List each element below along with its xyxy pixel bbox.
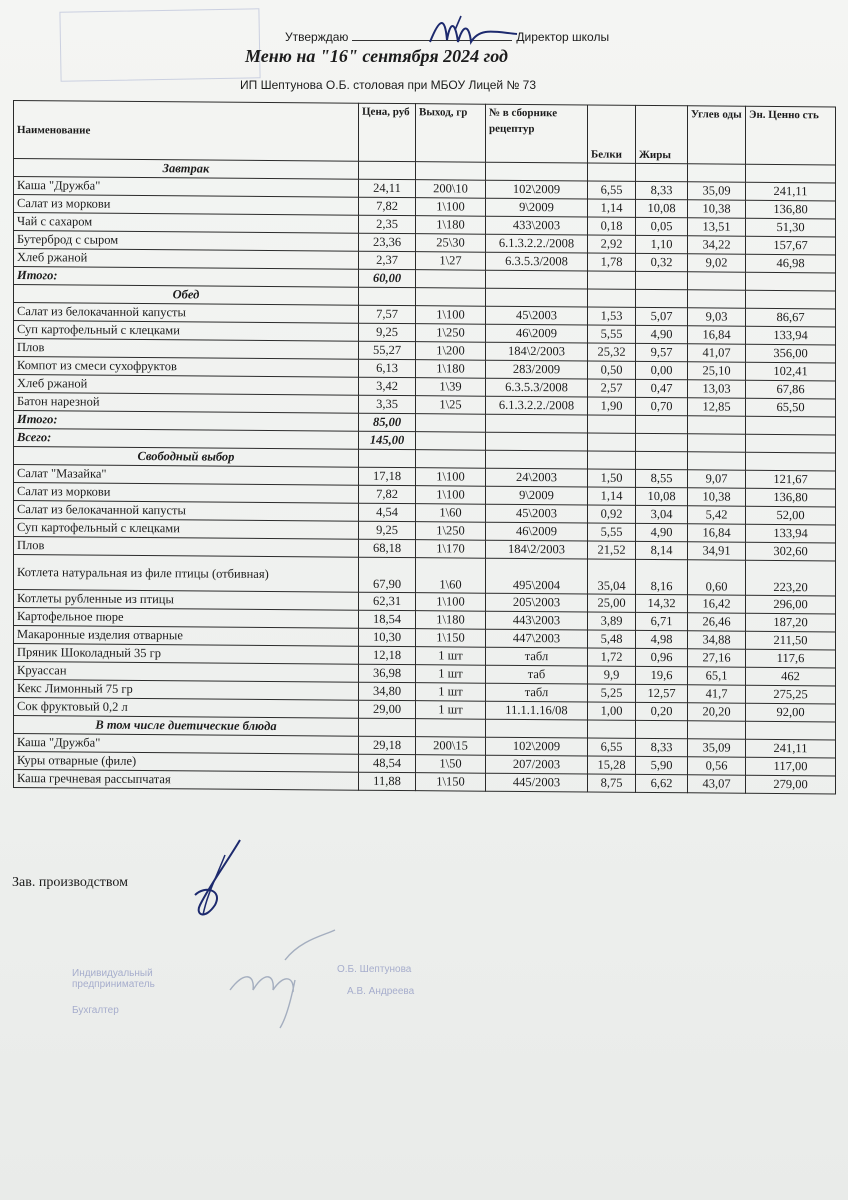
cell-name: Пряник Шоколадный 35 гр: [14, 644, 359, 665]
cell-output: 1\200: [416, 342, 486, 361]
cell-output: 1 шт: [416, 701, 486, 720]
empty-cell: [688, 290, 746, 308]
cell-price: 9,25: [359, 323, 416, 341]
cell-price: 29,18: [359, 736, 416, 754]
cell-protein: 0,18: [588, 217, 636, 235]
empty-cell: [486, 450, 588, 469]
cell-recipe: 443\2003: [486, 611, 588, 630]
cell-output: 1\60: [416, 558, 486, 594]
cell-fat: 10,08: [636, 199, 688, 217]
empty-cell: [588, 271, 636, 289]
cell-output: 1\50: [416, 755, 486, 774]
empty-cell: [416, 719, 486, 738]
cell-output: 200\10: [416, 180, 486, 199]
cell-energy: 187,20: [746, 613, 836, 632]
total-label: Итого:: [14, 411, 359, 432]
cell-protein: 0,92: [588, 505, 636, 523]
cell-energy: 157,67: [746, 236, 836, 255]
approve-label: Утверждаю: [285, 30, 349, 44]
cell-recipe: 11.1.1.16/08: [486, 701, 588, 720]
faded-ip-label: Индивидуальный предприниматель: [72, 968, 155, 990]
cell-price: 24,11: [359, 179, 416, 197]
cell-name: Хлеб ржаной: [14, 249, 359, 270]
cell-energy: 51,30: [746, 218, 836, 237]
col-header-carbs: Углев оды: [688, 106, 746, 164]
cell-output: 1\27: [416, 252, 486, 271]
cell-energy: 223,20: [746, 560, 836, 596]
cell-recipe: 24\2003: [486, 468, 588, 487]
page-subtitle: ИП Шептунова О.Б. столовая при МБОУ Лицей № 73: [240, 78, 537, 92]
cell-name: Суп картофельный с клецками: [14, 321, 359, 342]
cell-carbs: 9,03: [688, 308, 746, 326]
total-value: 145,00: [359, 431, 416, 449]
cell-price: 29,00: [359, 700, 416, 718]
empty-cell: [416, 270, 486, 289]
cell-carbs: 35,09: [688, 739, 746, 757]
cell-protein: 8,75: [588, 774, 636, 792]
cell-price: 7,82: [359, 485, 416, 503]
cell-recipe: 445/2003: [486, 773, 588, 792]
cell-protein: 1,50: [588, 469, 636, 487]
empty-cell: [636, 163, 688, 181]
cell-fat: 8,33: [636, 181, 688, 199]
cell-protein: 3,89: [588, 612, 636, 630]
empty-cell: [359, 161, 416, 179]
cell-energy: 462: [746, 667, 836, 686]
cell-energy: 67,86: [746, 380, 836, 399]
cell-price: 18,54: [359, 610, 416, 628]
cell-name: Батон нарезной: [14, 393, 359, 414]
cell-protein: 1,14: [588, 199, 636, 217]
total-label: Всего:: [14, 429, 359, 450]
cell-recipe: 283/2009: [486, 360, 588, 379]
cell-protein: 15,28: [588, 756, 636, 774]
cell-name: Каша "Дружба": [14, 734, 359, 755]
cell-carbs: 13,03: [688, 380, 746, 398]
cell-recipe: 184\2/2003: [486, 540, 588, 559]
cell-output: 1\100: [416, 198, 486, 217]
cell-name: Куры отварные (филе): [14, 752, 359, 773]
cell-carbs: 26,46: [688, 613, 746, 631]
cell-energy: 241,11: [746, 739, 836, 758]
empty-cell: [636, 289, 688, 307]
faded-signature-1: [225, 930, 345, 1030]
cell-fat: 6,62: [636, 774, 688, 792]
cell-output: 1\25: [416, 396, 486, 415]
cell-protein: 25,32: [588, 343, 636, 361]
cell-fat: 5,07: [636, 307, 688, 325]
cell-output: 1\150: [416, 629, 486, 648]
cell-output: 1 шт: [416, 665, 486, 684]
cell-protein: 0,50: [588, 361, 636, 379]
col-header-price: Цена, руб: [359, 103, 416, 161]
cell-energy: 133,94: [746, 326, 836, 345]
page-title: Меню на "16" сентября 2024 год: [245, 46, 508, 66]
cell-fat: 4,90: [636, 325, 688, 343]
faded-stamp: [59, 8, 260, 81]
cell-energy: 279,00: [746, 775, 836, 794]
cell-fat: 8,55: [636, 469, 688, 487]
empty-cell: [359, 287, 416, 305]
cell-fat: 5,90: [636, 756, 688, 774]
cell-recipe: 6.3.5.3/2008: [486, 252, 588, 271]
empty-cell: [636, 271, 688, 289]
empty-cell: [746, 434, 836, 453]
empty-cell: [416, 162, 486, 181]
cell-price: 7,57: [359, 305, 416, 323]
cell-name: Бутерброд с сыром: [14, 231, 359, 252]
cell-output: 1\60: [416, 504, 486, 523]
total-value: 60,00: [359, 269, 416, 287]
cell-energy: 241,11: [746, 182, 836, 201]
cell-recipe: табл: [486, 683, 588, 702]
cell-recipe: 6.3.5.3/2008: [486, 378, 588, 397]
cell-carbs: 16,84: [688, 326, 746, 344]
total-value: 85,00: [359, 413, 416, 431]
empty-cell: [746, 721, 836, 740]
cell-name: Котлета натуральная из филе птицы (отбивная): [14, 555, 359, 593]
empty-cell: [746, 272, 836, 291]
col-header-fat: Жиры: [636, 105, 688, 163]
cell-name: Салат из белокачанной капусты: [14, 303, 359, 324]
cell-fat: 4,98: [636, 630, 688, 648]
empty-cell: [486, 162, 588, 181]
cell-fat: 1,10: [636, 235, 688, 253]
production-label: Зав. производством: [12, 875, 129, 890]
cell-protein: 1,14: [588, 487, 636, 505]
cell-fat: 12,57: [636, 684, 688, 702]
cell-price: 4,54: [359, 503, 416, 521]
cell-name: Плов: [14, 339, 359, 360]
cell-fat: 0,05: [636, 217, 688, 235]
cell-recipe: табл: [486, 647, 588, 666]
cell-protein: 1,53: [588, 307, 636, 325]
cell-recipe: 6.1.3.2.2./2008: [486, 234, 588, 253]
cell-protein: 2,92: [588, 235, 636, 253]
empty-cell: [746, 452, 836, 471]
cell-protein: 5,48: [588, 630, 636, 648]
cell-name: Чай с сахаром: [14, 213, 359, 234]
cell-energy: 92,00: [746, 703, 836, 722]
empty-cell: [486, 414, 588, 433]
cell-recipe: 207/2003: [486, 755, 588, 774]
cell-output: 200\15: [416, 737, 486, 756]
faded-name-2: А.В. Андреева: [347, 986, 415, 997]
cell-carbs: 25,10: [688, 362, 746, 380]
cell-fat: 0,00: [636, 361, 688, 379]
cell-fat: 14,32: [636, 594, 688, 612]
cell-fat: 19,6: [636, 666, 688, 684]
cell-carbs: 35,09: [688, 182, 746, 200]
empty-cell: [688, 452, 746, 470]
cell-carbs: 20,20: [688, 703, 746, 721]
cell-energy: 52,00: [746, 506, 836, 525]
cell-price: 3,35: [359, 395, 416, 413]
cell-recipe: 9\2009: [486, 486, 588, 505]
cell-energy: 136,80: [746, 488, 836, 507]
empty-cell: [588, 415, 636, 433]
empty-cell: [588, 720, 636, 738]
empty-cell: [359, 449, 416, 467]
cell-fat: 0,70: [636, 397, 688, 415]
cell-fat: 0,96: [636, 648, 688, 666]
cell-fat: 8,14: [636, 541, 688, 559]
cell-energy: 133,94: [746, 524, 836, 543]
cell-price: 2,35: [359, 215, 416, 233]
cell-recipe: 205\2003: [486, 593, 588, 612]
empty-cell: [416, 450, 486, 469]
cell-carbs: 0,56: [688, 757, 746, 775]
cell-output: 1\100: [416, 468, 486, 487]
cell-fat: 4,90: [636, 523, 688, 541]
empty-cell: [636, 433, 688, 451]
cell-recipe: 184\2/2003: [486, 342, 588, 361]
cell-name: Картофельное пюре: [14, 608, 359, 629]
empty-cell: [588, 433, 636, 451]
cell-carbs: 9,02: [688, 254, 746, 272]
cell-fat: 6,71: [636, 612, 688, 630]
cell-output: 1\100: [416, 486, 486, 505]
col-header-protein: Белки: [588, 105, 636, 163]
cell-carbs: 41,7: [688, 685, 746, 703]
empty-cell: [359, 718, 416, 736]
empty-cell: [688, 272, 746, 290]
cell-fat: 0,32: [636, 253, 688, 271]
cell-carbs: 16,42: [688, 595, 746, 613]
cell-carbs: 13,51: [688, 218, 746, 236]
cell-price: 6,13: [359, 359, 416, 377]
cell-protein: 6,55: [588, 181, 636, 199]
empty-cell: [416, 432, 486, 451]
cell-fat: 10,08: [636, 487, 688, 505]
cell-energy: 275,25: [746, 685, 836, 704]
cell-fat: 8,33: [636, 738, 688, 756]
cell-recipe: 45\2003: [486, 504, 588, 523]
section-title: Завтрак: [14, 159, 359, 180]
cell-carbs: 65,1: [688, 667, 746, 685]
cell-price: 48,54: [359, 754, 416, 772]
cell-energy: 46,98: [746, 254, 836, 273]
cell-energy: 211,50: [746, 631, 836, 650]
cell-recipe: 46\2009: [486, 522, 588, 541]
cell-output: 1\180: [416, 611, 486, 630]
cell-fat: 0,47: [636, 379, 688, 397]
empty-cell: [486, 270, 588, 289]
cell-carbs: 9,07: [688, 470, 746, 488]
cell-protein: 1,90: [588, 397, 636, 415]
menu-table-wrap: [13, 100, 835, 794]
cell-energy: 86,67: [746, 308, 836, 327]
cell-carbs: 0,60: [688, 560, 746, 595]
cell-carbs: 10,38: [688, 488, 746, 506]
empty-cell: [688, 434, 746, 452]
cell-output: 1\250: [416, 522, 486, 541]
cell-price: 23,36: [359, 233, 416, 251]
cell-carbs: 16,84: [688, 524, 746, 542]
cell-price: 11,88: [359, 772, 416, 790]
empty-cell: [588, 451, 636, 469]
cell-carbs: 34,88: [688, 631, 746, 649]
cell-price: 2,37: [359, 251, 416, 269]
cell-name: Салат из моркови: [14, 483, 359, 504]
cell-output: 1\180: [416, 216, 486, 235]
cell-carbs: 12,85: [688, 398, 746, 416]
cell-price: 10,30: [359, 628, 416, 646]
cell-recipe: 433\2003: [486, 216, 588, 235]
cell-energy: 117,00: [746, 757, 836, 776]
cell-name: Салат из белокачанной капусты: [14, 501, 359, 522]
empty-cell: [486, 288, 588, 307]
cell-output: 1\39: [416, 378, 486, 397]
cell-fat: 9,57: [636, 343, 688, 361]
cell-recipe: 9\2009: [486, 198, 588, 217]
cell-name: Суп картофельный с клецками: [14, 519, 359, 540]
cell-protein: 1,78: [588, 253, 636, 271]
cell-name: Хлеб ржаной: [14, 375, 359, 396]
empty-cell: [588, 163, 636, 181]
cell-price: 7,82: [359, 197, 416, 215]
cell-recipe: 45\2003: [486, 306, 588, 325]
cell-output: 1\100: [416, 306, 486, 325]
cell-energy: 102,41: [746, 362, 836, 381]
cell-recipe: таб: [486, 665, 588, 684]
empty-cell: [688, 164, 746, 182]
cell-fat: 0,20: [636, 702, 688, 720]
empty-cell: [416, 414, 486, 433]
col-header-energy: Эн. Ценно сть: [746, 106, 836, 165]
cell-protein: 6,55: [588, 738, 636, 756]
cell-carbs: 27,16: [688, 649, 746, 667]
cell-output: 1 шт: [416, 647, 486, 666]
empty-cell: [746, 164, 836, 183]
col-header-recipe: № в сборнике рецептур: [486, 104, 588, 163]
cell-recipe: 495\2004: [486, 558, 588, 594]
empty-cell: [636, 415, 688, 433]
cell-protein: 5,55: [588, 325, 636, 343]
cell-price: 34,80: [359, 682, 416, 700]
cell-energy: 136,80: [746, 200, 836, 219]
cell-carbs: 5,42: [688, 506, 746, 524]
cell-name: Салат "Мазайка": [14, 465, 359, 486]
cell-price: 9,25: [359, 521, 416, 539]
cell-output: 1\180: [416, 360, 486, 379]
cell-name: Компот из смеси сухофруктов: [14, 357, 359, 378]
cell-energy: 121,67: [746, 470, 836, 489]
cell-protein: 2,57: [588, 379, 636, 397]
cell-recipe: 102\2009: [486, 180, 588, 199]
cell-output: 1\150: [416, 773, 486, 792]
cell-price: 62,31: [359, 592, 416, 610]
cell-energy: 117,6: [746, 649, 836, 668]
cell-name: Сок фруктовый 0,2 л: [14, 698, 359, 719]
cell-fat: 3,04: [636, 505, 688, 523]
cell-name: Каша "Дружба": [14, 177, 359, 198]
cell-price: 12,18: [359, 646, 416, 664]
cell-price: 3,42: [359, 377, 416, 395]
cell-protein: 25,00: [588, 594, 636, 612]
cell-price: 17,18: [359, 467, 416, 485]
faded-accountant-label: Бухгалтер: [72, 1005, 119, 1016]
cell-price: 68,18: [359, 539, 416, 557]
cell-output: 25\30: [416, 234, 486, 253]
cell-output: 1 шт: [416, 683, 486, 702]
cell-energy: 302,60: [746, 542, 836, 561]
cell-output: 1\250: [416, 324, 486, 343]
director-label: Директор школы: [516, 30, 610, 44]
cell-name: Кекс Лимонный 75 гр: [14, 680, 359, 701]
empty-cell: [636, 720, 688, 738]
cell-name: Котлеты рубленные из птицы: [14, 590, 359, 611]
empty-cell: [688, 721, 746, 739]
empty-cell: [746, 290, 836, 309]
production-signature: [185, 835, 255, 925]
cell-protein: 1,00: [588, 702, 636, 720]
cell-fat: 8,16: [636, 559, 688, 594]
cell-protein: 1,72: [588, 648, 636, 666]
cell-carbs: 43,07: [688, 775, 746, 793]
cell-energy: 296,00: [746, 595, 836, 614]
cell-protein: 5,55: [588, 523, 636, 541]
cell-name: Салат из моркови: [14, 195, 359, 216]
cell-price: 55,27: [359, 341, 416, 359]
empty-cell: [746, 416, 836, 435]
cell-protein: 5,25: [588, 684, 636, 702]
empty-cell: [486, 719, 588, 738]
cell-protein: 21,52: [588, 541, 636, 559]
cell-recipe: 6.1.3.2.2./2008: [486, 396, 588, 415]
section-title: Обед: [14, 285, 359, 306]
cell-price: 36,98: [359, 664, 416, 682]
cell-recipe: 102\2009: [486, 737, 588, 756]
cell-recipe: 447\2003: [486, 629, 588, 648]
empty-cell: [588, 289, 636, 307]
cell-carbs: 10,38: [688, 200, 746, 218]
section-title: Свободный выбор: [14, 447, 359, 468]
header-row: [14, 101, 836, 165]
empty-cell: [636, 451, 688, 469]
cell-output: 1\170: [416, 540, 486, 559]
cell-name: Каша гречневая рассыпчатая: [14, 770, 359, 791]
empty-cell: [486, 432, 588, 451]
cell-energy: 65,50: [746, 398, 836, 417]
cell-energy: 356,00: [746, 344, 836, 363]
empty-cell: [416, 288, 486, 307]
section-title: В том числе диетические блюда: [14, 716, 359, 737]
cell-protein: 9,9: [588, 666, 636, 684]
cell-carbs: 41,07: [688, 344, 746, 362]
cell-carbs: 34,22: [688, 236, 746, 254]
cell-name: Макаронные изделия отварные: [14, 626, 359, 647]
cell-output: 1\100: [416, 593, 486, 612]
menu-table: [13, 100, 836, 794]
cell-protein: 35,04: [588, 559, 636, 594]
cell-carbs: 34,91: [688, 542, 746, 560]
col-header-output: Выход, гр: [416, 104, 486, 163]
total-label: Итого:: [14, 267, 359, 288]
cell-price: 67,90: [359, 557, 416, 592]
cell-name: Плов: [14, 537, 359, 558]
cell-name: Круассан: [14, 662, 359, 683]
cell-recipe: 46\2009: [486, 324, 588, 343]
col-header-name: Наименование: [14, 101, 359, 162]
empty-cell: [688, 416, 746, 434]
faded-name-1: О.Б. Шептунова: [337, 964, 412, 975]
